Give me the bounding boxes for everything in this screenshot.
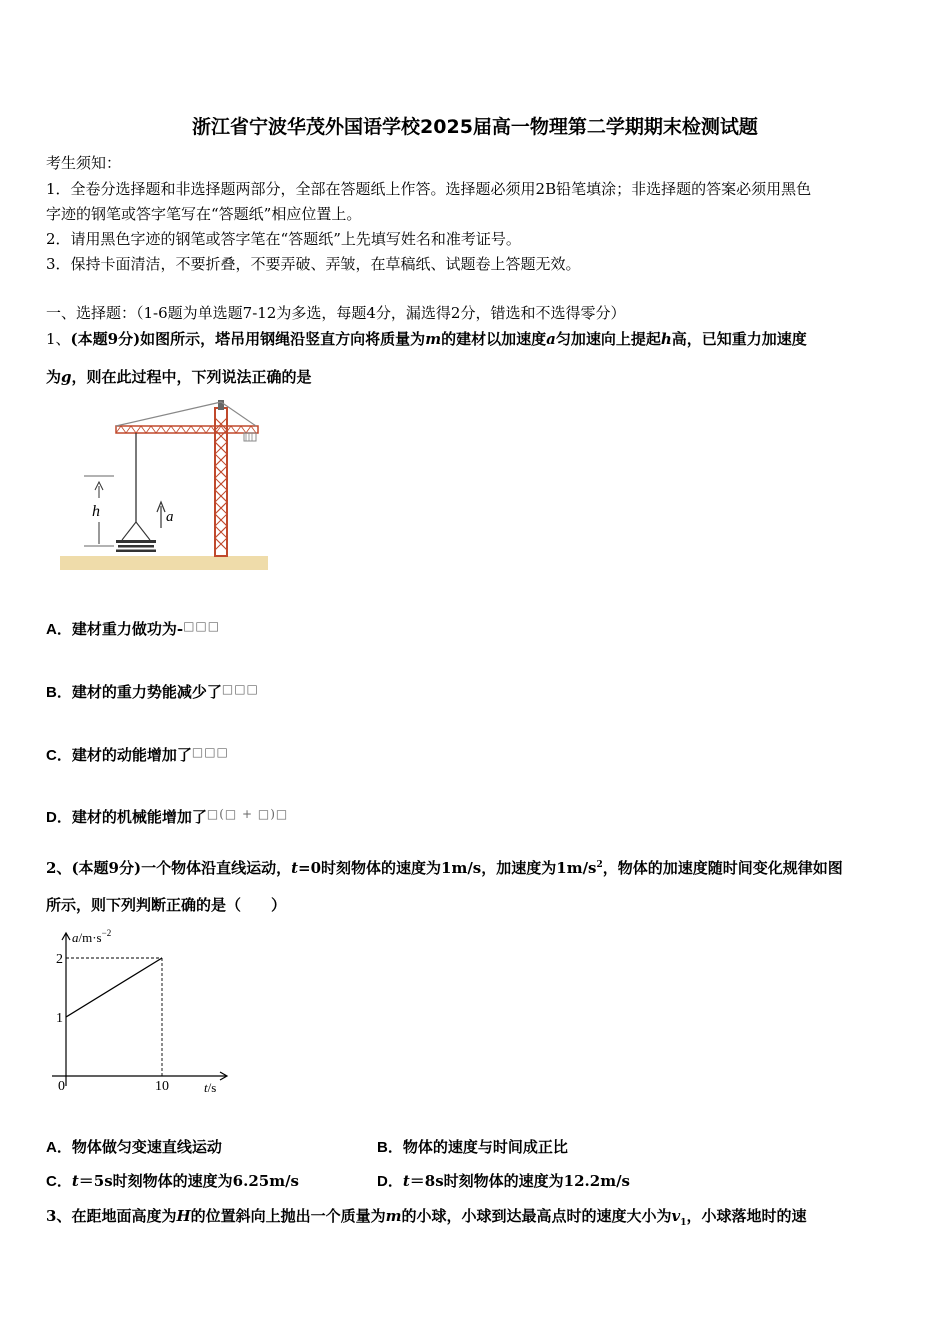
var-v: v bbox=[671, 1207, 681, 1225]
var-t: t bbox=[291, 859, 299, 877]
q2-option-c bbox=[46, 1170, 299, 1191]
label-h: h bbox=[92, 503, 100, 520]
option-label: C． bbox=[46, 1173, 72, 1190]
y-tick-label-2: 2 bbox=[56, 952, 63, 967]
superscript: 2 bbox=[596, 860, 603, 870]
option-text: ＝5s时刻物体的速度为6.25m/s bbox=[78, 1172, 299, 1190]
option-label: A． bbox=[46, 621, 72, 638]
question-text: 的小球，小球到达最高点时的速度大小为 bbox=[401, 1207, 672, 1225]
question-text: 为 bbox=[46, 368, 62, 386]
y-axis-label-unit: /m·s bbox=[78, 930, 102, 945]
question-1-line-2 bbox=[46, 366, 312, 387]
option-label: D． bbox=[377, 1173, 403, 1190]
option-label: C． bbox=[46, 747, 72, 764]
notice-item-1-cont: 字迹的钢笔或答字笔写在“答题纸”相应位置上。 bbox=[46, 205, 362, 223]
question-1-line-1 bbox=[46, 328, 807, 349]
option-text: 物体的速度与时间成正比 bbox=[402, 1138, 568, 1156]
question-3-line-1 bbox=[46, 1205, 807, 1228]
notice-heading: 考生须知： bbox=[46, 154, 122, 172]
option-label: A． bbox=[46, 1139, 72, 1156]
question-number: 2、 bbox=[46, 859, 72, 877]
page-title: 浙江省宁波华茂外国语学校2025届高一物理第二学期期末检测试题 bbox=[192, 116, 758, 138]
q2-option-d bbox=[377, 1170, 630, 1191]
var-t: t bbox=[402, 1172, 410, 1190]
label-a: a bbox=[166, 509, 174, 525]
question-text: 的位置斜向上抛出一个质量为 bbox=[190, 1207, 386, 1225]
y-axis-label-sup: −2 bbox=[101, 928, 112, 938]
subscript: 1 bbox=[680, 1218, 687, 1228]
question-text: ，则在此过程中，下列说法正确的是 bbox=[71, 368, 312, 386]
question-text: ，小球落地时的速 bbox=[686, 1207, 807, 1225]
notice-item-1: 1．全卷分选择题和非选择题两部分，全部在答题纸上作答。选择题必须用2B铅笔填涂；非选择题的答案必须用黑色 bbox=[46, 180, 812, 198]
q2-option-a bbox=[46, 1136, 222, 1157]
y-axis-label-var: a bbox=[72, 930, 79, 945]
question-text: =0时刻物体的速度为1m/s，加速度为1m/s bbox=[298, 859, 597, 877]
question-text: (本题9分)如图所示，塔吊用钢绳沿竖直方向将质量为 bbox=[70, 330, 426, 348]
question-text: 的建材以加速度 bbox=[441, 330, 547, 348]
notice-item-3: 3．保持卡面清洁，不要折叠，不要弄破、弄皱，在草稿纸、试题卷上答题无效。 bbox=[46, 255, 581, 273]
option-b bbox=[46, 681, 259, 702]
option-text: 建材的机械能增加了 bbox=[71, 808, 207, 826]
question-text: 高，已知重力加速度 bbox=[671, 330, 807, 348]
option-text: 建材的动能增加了 bbox=[71, 746, 192, 764]
question-text: 匀加速向上提起 bbox=[555, 330, 661, 348]
question-2-line-1 bbox=[46, 857, 843, 878]
x-axis-label-unit: /s bbox=[207, 1080, 217, 1095]
y-tick-label-1: 1 bbox=[56, 1011, 63, 1026]
x-tick-label-10: 10 bbox=[155, 1079, 169, 1094]
origin-label: 0 bbox=[58, 1079, 65, 1094]
option-label: B． bbox=[46, 684, 72, 701]
question-number: 3、 bbox=[46, 1207, 72, 1225]
formula-placeholder: □□□ bbox=[221, 682, 259, 696]
crane-figure bbox=[58, 394, 270, 574]
option-text: 建材重力做功为- bbox=[71, 620, 184, 638]
x-axis-label-var: t bbox=[204, 1080, 208, 1095]
acceleration-time-chart bbox=[44, 926, 244, 1098]
acceleration-arrow bbox=[157, 502, 165, 528]
option-c bbox=[46, 744, 229, 765]
formula-placeholder: □□□ bbox=[183, 619, 221, 633]
question-text: 在距地面高度为 bbox=[71, 1207, 177, 1225]
var-h: h bbox=[660, 330, 672, 348]
formula-placeholder: □□□ bbox=[191, 745, 229, 759]
crane-tower bbox=[215, 400, 227, 556]
var-t: t bbox=[71, 1172, 79, 1190]
var-m: m bbox=[425, 330, 442, 348]
question-text: (本题9分)一个物体沿直线运动， bbox=[71, 859, 292, 877]
crane-jib bbox=[116, 402, 258, 441]
x-axis-label bbox=[204, 1080, 216, 1095]
var-g: g bbox=[61, 368, 72, 386]
ground bbox=[60, 556, 268, 570]
option-text: 建材的重力势能减少了 bbox=[71, 683, 222, 701]
question-2-line-2: 所示，则下列判断正确的是（ ） bbox=[46, 896, 287, 914]
question-number: 1、 bbox=[46, 330, 71, 348]
option-a bbox=[46, 618, 220, 639]
var-m: m bbox=[385, 1207, 402, 1225]
section-heading: 一、选择题：（1-6题为单选题7-12为多选，每题4分，漏选得2分，错选和不选得零分） bbox=[46, 304, 626, 322]
var-H: H bbox=[176, 1207, 191, 1225]
hoist-load bbox=[116, 433, 156, 552]
q2-option-b bbox=[377, 1136, 568, 1157]
option-text: ＝8s时刻物体的速度为12.2m/s bbox=[409, 1172, 630, 1190]
option-label: D． bbox=[46, 809, 72, 826]
y-axis-label bbox=[72, 928, 111, 945]
formula-placeholder: □(□ + □)□ bbox=[206, 807, 289, 821]
option-d bbox=[46, 806, 288, 827]
notice-item-2: 2．请用黑色字迹的钢笔或答字笔在“答题纸”上先填写姓名和准考证号。 bbox=[46, 230, 521, 248]
var-a: a bbox=[546, 330, 556, 348]
option-text: 物体做匀变速直线运动 bbox=[71, 1138, 222, 1156]
question-text: ，物体的加速度随时间变化规律如图 bbox=[602, 859, 843, 877]
option-label: B． bbox=[377, 1139, 403, 1156]
data-series-line bbox=[66, 958, 162, 1017]
